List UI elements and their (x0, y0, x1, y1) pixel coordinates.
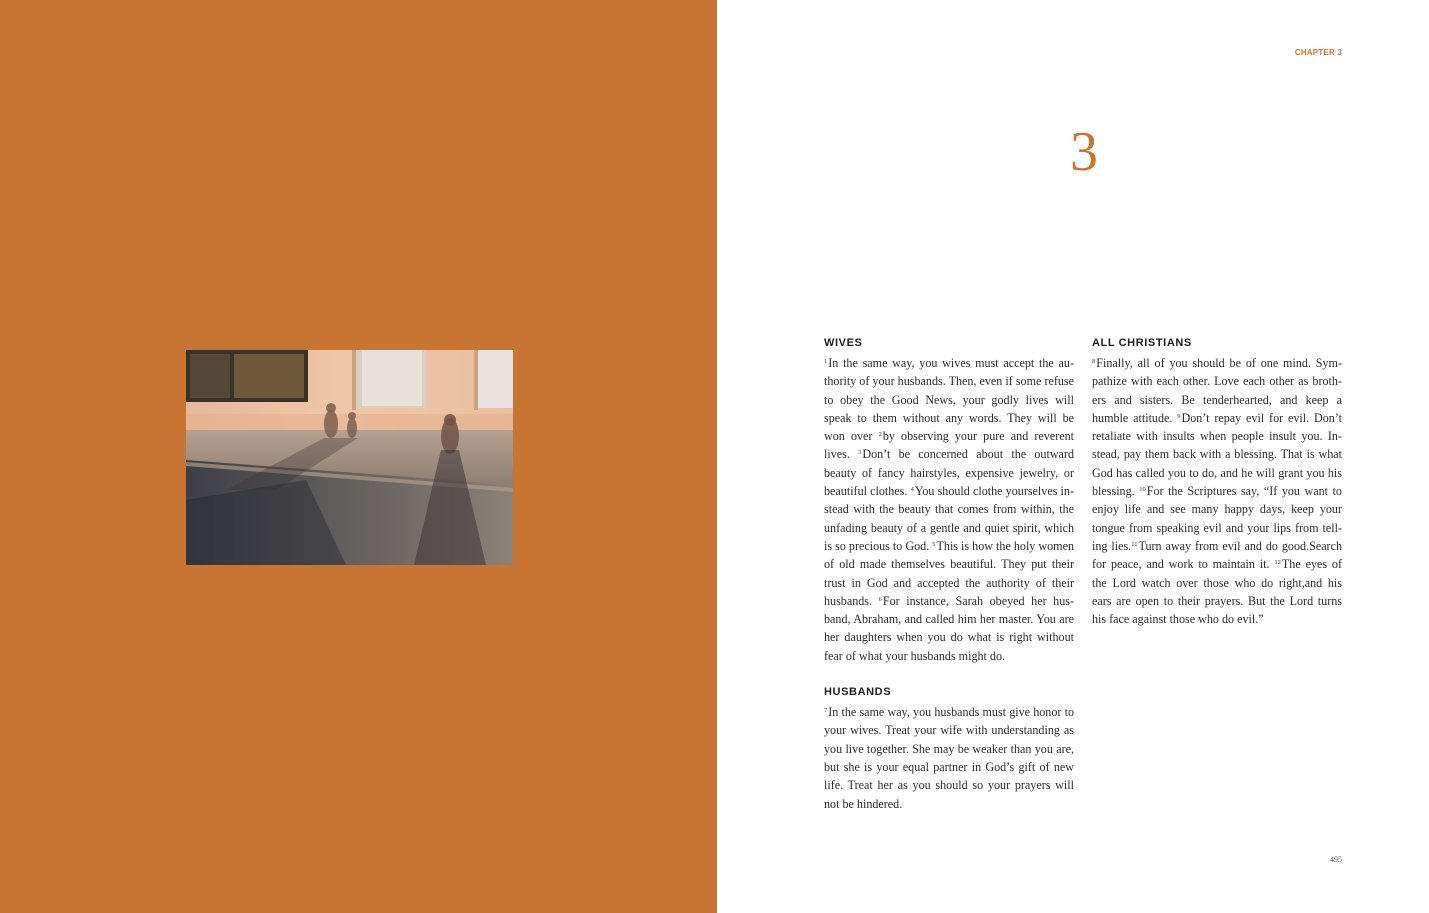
photo-image (186, 350, 513, 565)
page-number: 495 (1330, 855, 1342, 864)
column-right (1092, 336, 1342, 628)
section-heading-all-christians: ALL CHRISTIANS (1092, 337, 1192, 349)
verse-text: You should clothe yourselves instead with the beauty that comes from within, the unfading beauty of a gentle and quiet spirit, which is so precious to God. (824, 484, 1074, 553)
verse-text: This is how the holy women of old made themselves beautiful. They put their trust in God and accepted the authority of their husbands. (824, 538, 1074, 608)
section-body-all-christians (1092, 354, 1342, 628)
verse-number: 12 (1274, 559, 1281, 567)
verse-text: For the Scriptures say, “If you want to enjoy life and see many happy days, keep your tongue from speaking evil and your lips from telling lies. (1092, 484, 1342, 553)
section-body-husbands (824, 703, 1074, 813)
verse-number: 2 (878, 431, 882, 439)
verse-text: Turn away from evil and do good.Search for peace, and work to maintain it. (1092, 538, 1343, 572)
verse-number: 10 (1139, 486, 1146, 494)
verse-text: The eyes of the Lord watch over those who do right,and his ears are open to their prayers. But the Lord turns his face against those who do evil.” (1092, 557, 1342, 627)
verse-number: 11 (1131, 540, 1138, 548)
verse-text: by observing your pure and reverent lives. (824, 429, 1074, 462)
verse-number: 3 (858, 449, 862, 457)
section-heading-wives: WIVES (824, 337, 863, 349)
verse-number: 8 (1092, 358, 1096, 365)
verse-text: Don’t repay evil for evil. Don’t retaliate with insults when people insult you. Instead, pay them back with a blessing. That is what God has called you to do, and he will grant you his blessing. (1092, 410, 1342, 499)
photo-shadows-on-sidewalk (186, 350, 513, 565)
verse-number: 6 (878, 595, 882, 603)
section-heading-husbands: HUSBANDS (824, 686, 892, 699)
verse-number: 7 (824, 707, 828, 715)
verse-text: Don’t be concerned about the outward beauty of fancy hairstyles, expensive jewelry, or beautiful clothes. (824, 447, 1074, 499)
section-body-wives (824, 354, 1074, 665)
verse-number: 5 (932, 540, 936, 548)
column-left (824, 336, 1074, 813)
verse-text: For instance, Sarah obeyed her husband, Abraham, and called him her master. You are her daughters when you do what is right without fear of what your husbands might do. (824, 593, 1075, 663)
verse-text: In the same way, you husbands must give honor to your wives. Treat your wife with understanding as you live together. She may be weaker than you are, but she is your equal partner in God’s gift of new life. Treat her as you should so your prayers will not be hindered. (824, 705, 1074, 811)
running-head: CHAPTER 3 (1294, 48, 1342, 57)
chapter-number: 3 (1070, 121, 1098, 183)
verse-number: 9 (1177, 412, 1181, 420)
verse-number: 1 (824, 358, 828, 365)
verse-text: In the same way, you wives must accept the authority of your husbands. Then, even if some refuse to obey the Good News, your godly lives will speak to them without any words. They will be won over (824, 356, 1074, 444)
right-page (717, 0, 1429, 913)
verse-number: 4 (910, 486, 914, 494)
section-gap (824, 665, 1074, 685)
verse-text: Finally, all of you should be of one mind. Sympathize with each other. Love each other as brothers and sisters. Be tenderhearted, and keep a humble attitude. (1092, 356, 1342, 425)
